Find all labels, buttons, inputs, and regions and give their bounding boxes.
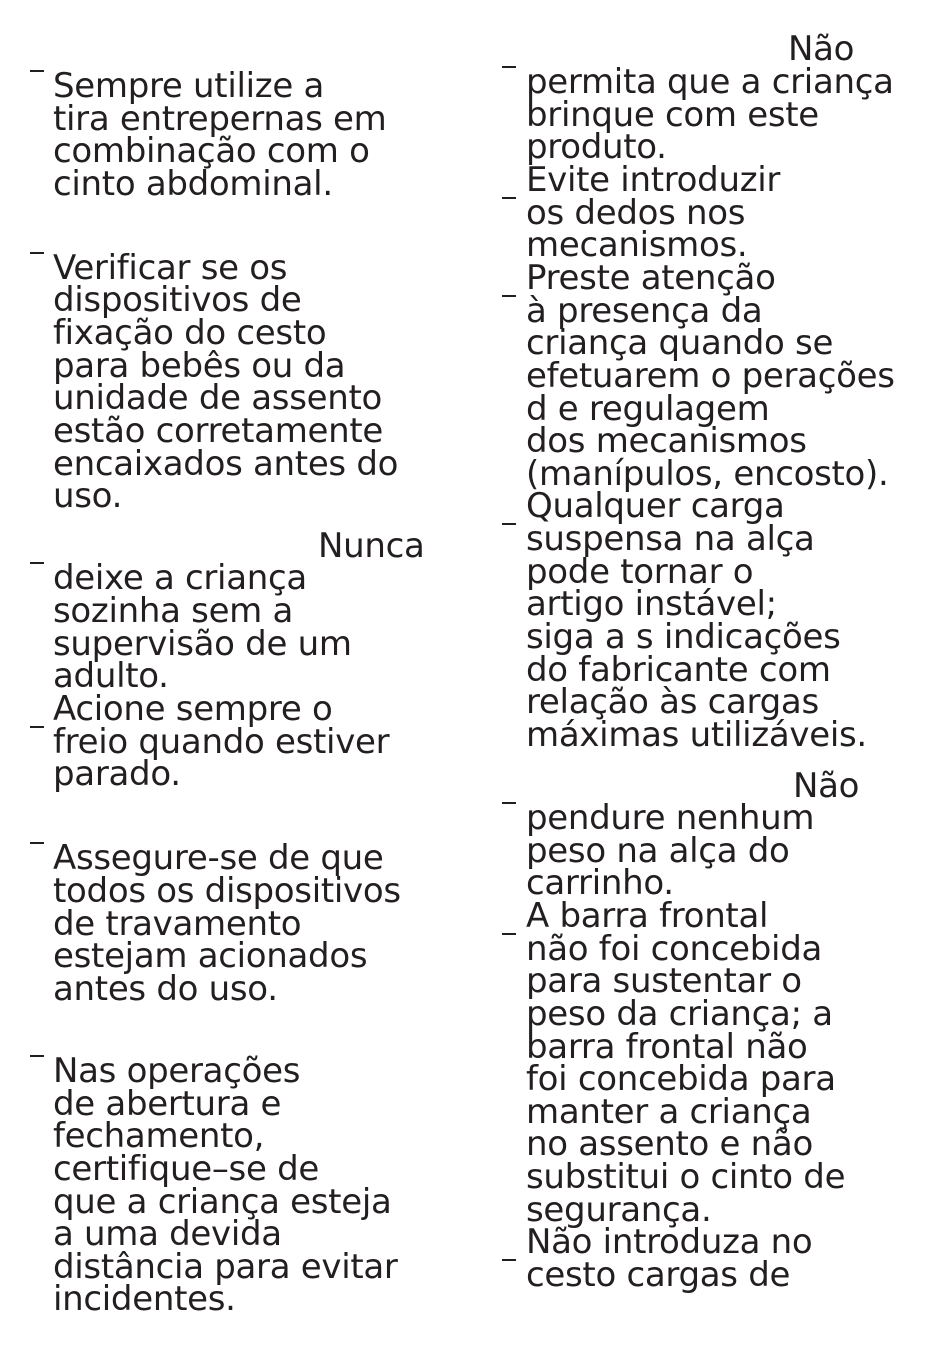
warning-line: manter a criança (526, 1092, 812, 1132)
warning-line: Acione sempre o (53, 689, 333, 729)
warning-line: permita que a criança (526, 62, 894, 102)
warning-line: certifique–se de (53, 1149, 319, 1189)
warning-line: combinação com o (53, 131, 370, 171)
warning-line: para bebês ou da (53, 346, 346, 386)
warning-line: de travamento (53, 904, 302, 944)
warning-line: criança quando se (526, 323, 834, 363)
warning-line: sozinha sem a (53, 591, 294, 631)
warning-line: que a criança esteja (53, 1182, 392, 1222)
warning-line: (manípulos, encosto). (526, 454, 889, 494)
warning-line: freio quando estiver (53, 722, 390, 762)
warning-line: não foi concebida (526, 929, 823, 969)
warning-line: distância para evitar (53, 1247, 398, 1287)
warning-line: deixe a criança (53, 558, 307, 598)
bullet-dash (30, 842, 44, 844)
warning-line: peso da criança; a (526, 994, 833, 1034)
bullet-dash (502, 933, 516, 935)
warning-line: artigo instável; (526, 584, 777, 624)
warning-line: Preste atenção (526, 258, 776, 298)
warning-line: Não introduza no (526, 1222, 813, 1262)
warning-line: máximas utilizáveis. (526, 715, 867, 755)
warning-line: do fabricante com (526, 650, 831, 690)
warning-line: cesto cargas de (526, 1255, 791, 1295)
bullet-dash (502, 523, 516, 525)
bullet-dash (502, 66, 516, 68)
warning-line: tira entrepernas em (53, 99, 387, 139)
warning-line: pendure nenhum (526, 798, 815, 838)
warning-line: incidentes. (53, 1279, 236, 1319)
warning-line: siga a s indicações (526, 617, 841, 657)
warning-line: Qualquer carga (526, 486, 785, 526)
warning-line: foi concebida para (526, 1059, 836, 1099)
warning-lead-word: Não (788, 29, 855, 69)
warning-line: Nas operações (53, 1051, 301, 1091)
warning-line: efetuarem o perações (526, 356, 895, 396)
warning-line: antes do uso. (53, 969, 278, 1009)
warning-line: segurança. (526, 1190, 712, 1230)
warning-line: barra frontal não (526, 1027, 808, 1067)
warning-line: Evite introduzir (526, 160, 781, 200)
bullet-dash (502, 1259, 516, 1261)
warning-line: d e regulagem (526, 389, 770, 429)
warning-line: Verificar se os (53, 248, 288, 288)
warning-line: adulto. (53, 656, 169, 696)
warning-line: para sustentar o (526, 961, 802, 1001)
warning-line: estão corretamente (53, 411, 384, 451)
bullet-dash (30, 1055, 44, 1057)
warning-line: fixação do cesto (53, 313, 327, 353)
warning-line: no assento e não (526, 1124, 813, 1164)
bullet-dash (30, 70, 44, 72)
warning-line: fechamento, (53, 1116, 265, 1156)
warning-line: relação às cargas (526, 682, 819, 722)
warning-line: carrinho. (526, 863, 674, 903)
warning-line: suspensa na alça (526, 519, 815, 559)
warning-line: Assegure-se de que (53, 838, 384, 878)
bullet-dash (502, 197, 516, 199)
warning-line: de abertura e (53, 1084, 282, 1124)
warning-line: cinto abdominal. (53, 164, 333, 204)
bullet-dash (30, 252, 44, 254)
warning-line: pode tornar o (526, 552, 754, 592)
bullet-dash (30, 562, 44, 564)
warning-line: mecanismos. (526, 225, 748, 265)
warning-line: estejam acionados (53, 936, 368, 976)
warning-lead-word: Não (793, 766, 860, 806)
warning-line: unidade de assento (53, 378, 383, 418)
warning-line: dispositivos de (53, 280, 302, 320)
warning-line: substitui o cinto de (526, 1157, 846, 1197)
warning-line: A barra frontal (526, 896, 769, 936)
bullet-dash (502, 295, 516, 297)
warning-lead-word: Nunca (318, 526, 425, 566)
warning-line: Sempre utilize a (53, 66, 324, 106)
warning-line: brinque com este (526, 95, 819, 135)
warning-line: supervisão de um (53, 624, 352, 664)
warning-line: os dedos nos (526, 193, 746, 233)
warning-line: dos mecanismos (526, 421, 807, 461)
warning-line: produto. (526, 127, 667, 167)
bullet-dash (502, 802, 516, 804)
warning-line: parado. (53, 754, 181, 794)
warning-line: a uma devida (53, 1214, 282, 1254)
warning-line: à presença da (526, 291, 763, 331)
warning-line: encaixados antes do (53, 444, 399, 484)
warning-line: todos os dispositivos (53, 871, 401, 911)
warning-line: uso. (53, 476, 123, 516)
bullet-dash (30, 726, 44, 728)
warning-line: peso na alça do (526, 831, 790, 871)
